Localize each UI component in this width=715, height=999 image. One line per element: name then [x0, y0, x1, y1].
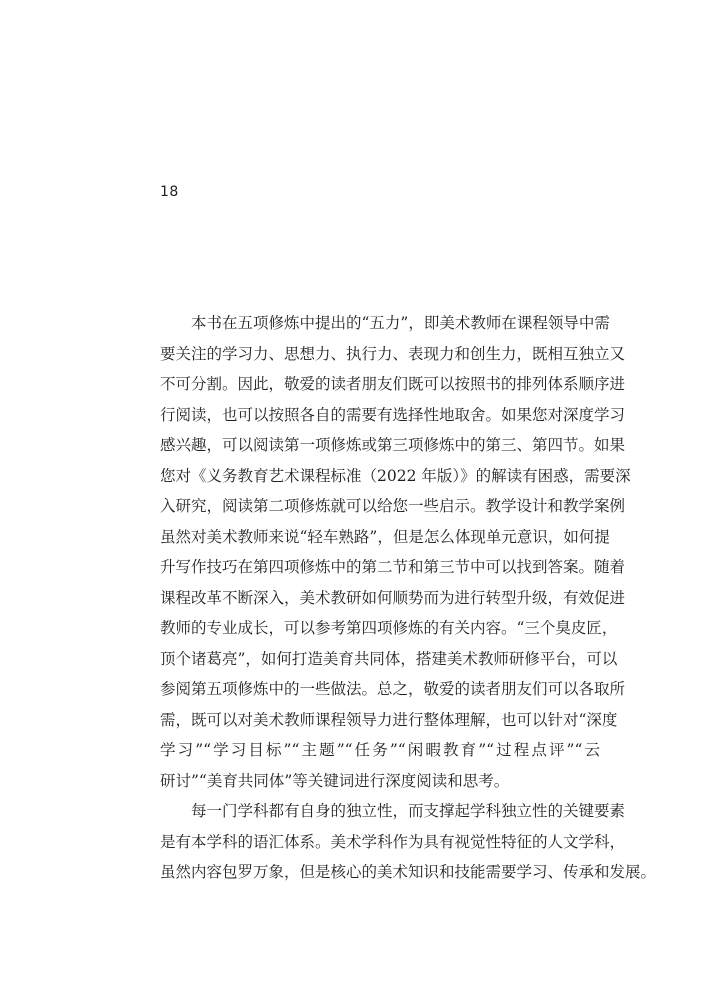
paragraph-1-line-3: 不可分割。因此，敬爱的读者朋友们既可以按照书的排列体系顺序进: [160, 375, 626, 393]
paragraph-1-line-9: 升写作技巧在第四项修炼中的第二节和第三节中可以找到答案。随着: [160, 558, 626, 576]
paragraph-1-line-6: 您对《义务教育艺术课程标准（2022 年版）》的解读有困惑，需要深: [160, 466, 631, 485]
paragraph-2-line-2: 是有本学科的语汇体系。美术学科作为具有视觉性特征的人文学科，: [160, 832, 626, 851]
paragraph-1-line-5: 感兴趣，可以阅读第一项修炼或第三项修炼中的第三、第四节。如果: [160, 436, 626, 454]
paragraph-1-line-15: 学习”“学习目标”“主题”“任务”“闲暇教育”“过程点评”“云: [160, 741, 600, 759]
paragraph-1-line-8: 虽然对美术教师来说“轻车熟路”，但是怎么体现单元意识，如何提: [160, 527, 610, 546]
paragraph-1-line-7: 入研究，阅读第二项修炼就可以给您一些启示。教学设计和教学案例: [160, 497, 626, 515]
paragraph-1-line-2: 要关注的学习力、思想力、执行力、表现力和创生力，既相互独立又: [160, 344, 626, 363]
paragraph-1-line-10: 课程改革不断深入，美术教研如何顺势而为进行转型升级，有效促进: [160, 588, 626, 607]
paragraph-1-line-12: 顶个诸葛亮”，如何打造美育共同体，搭建美术教师研修平台，可以: [160, 649, 618, 668]
paragraph-1-line-1: 本书在五项修炼中提出的“五力”，即美术教师在课程领导中需: [191, 314, 610, 332]
paragraph-1-line-4: 行阅读，也可以按照各自的需要有选择性地取舍。如果您对深度学习: [160, 405, 626, 424]
body-text: [160, 308, 657, 888]
paragraph-1-line-11: 教师的专业成长，可以参考第四项修炼的有关内容。“三个臭皮匠，: [160, 619, 618, 637]
page-number: 18: [160, 184, 179, 200]
paragraph-2-line-1: 每一门学科都有自身的独立性，而支撑起学科独立性的关键要素: [191, 802, 626, 820]
paragraph-1-line-13: 参阅第五项修炼中的一些做法。总之，敬爱的读者朋友们可以各取所: [160, 680, 626, 698]
paragraph-1-line-16: 研讨”“美育共同体”等关键词进行深度阅读和思考。: [160, 771, 510, 790]
paragraph-1-line-14: 需，既可以对美术教师课程领导力进行整体理解，也可以针对“深度: [160, 710, 618, 729]
paragraph-2-line-3: 虽然内容包罗万象，但是核心的美术知识和技能需要学习、传承和发展。: [160, 863, 657, 881]
